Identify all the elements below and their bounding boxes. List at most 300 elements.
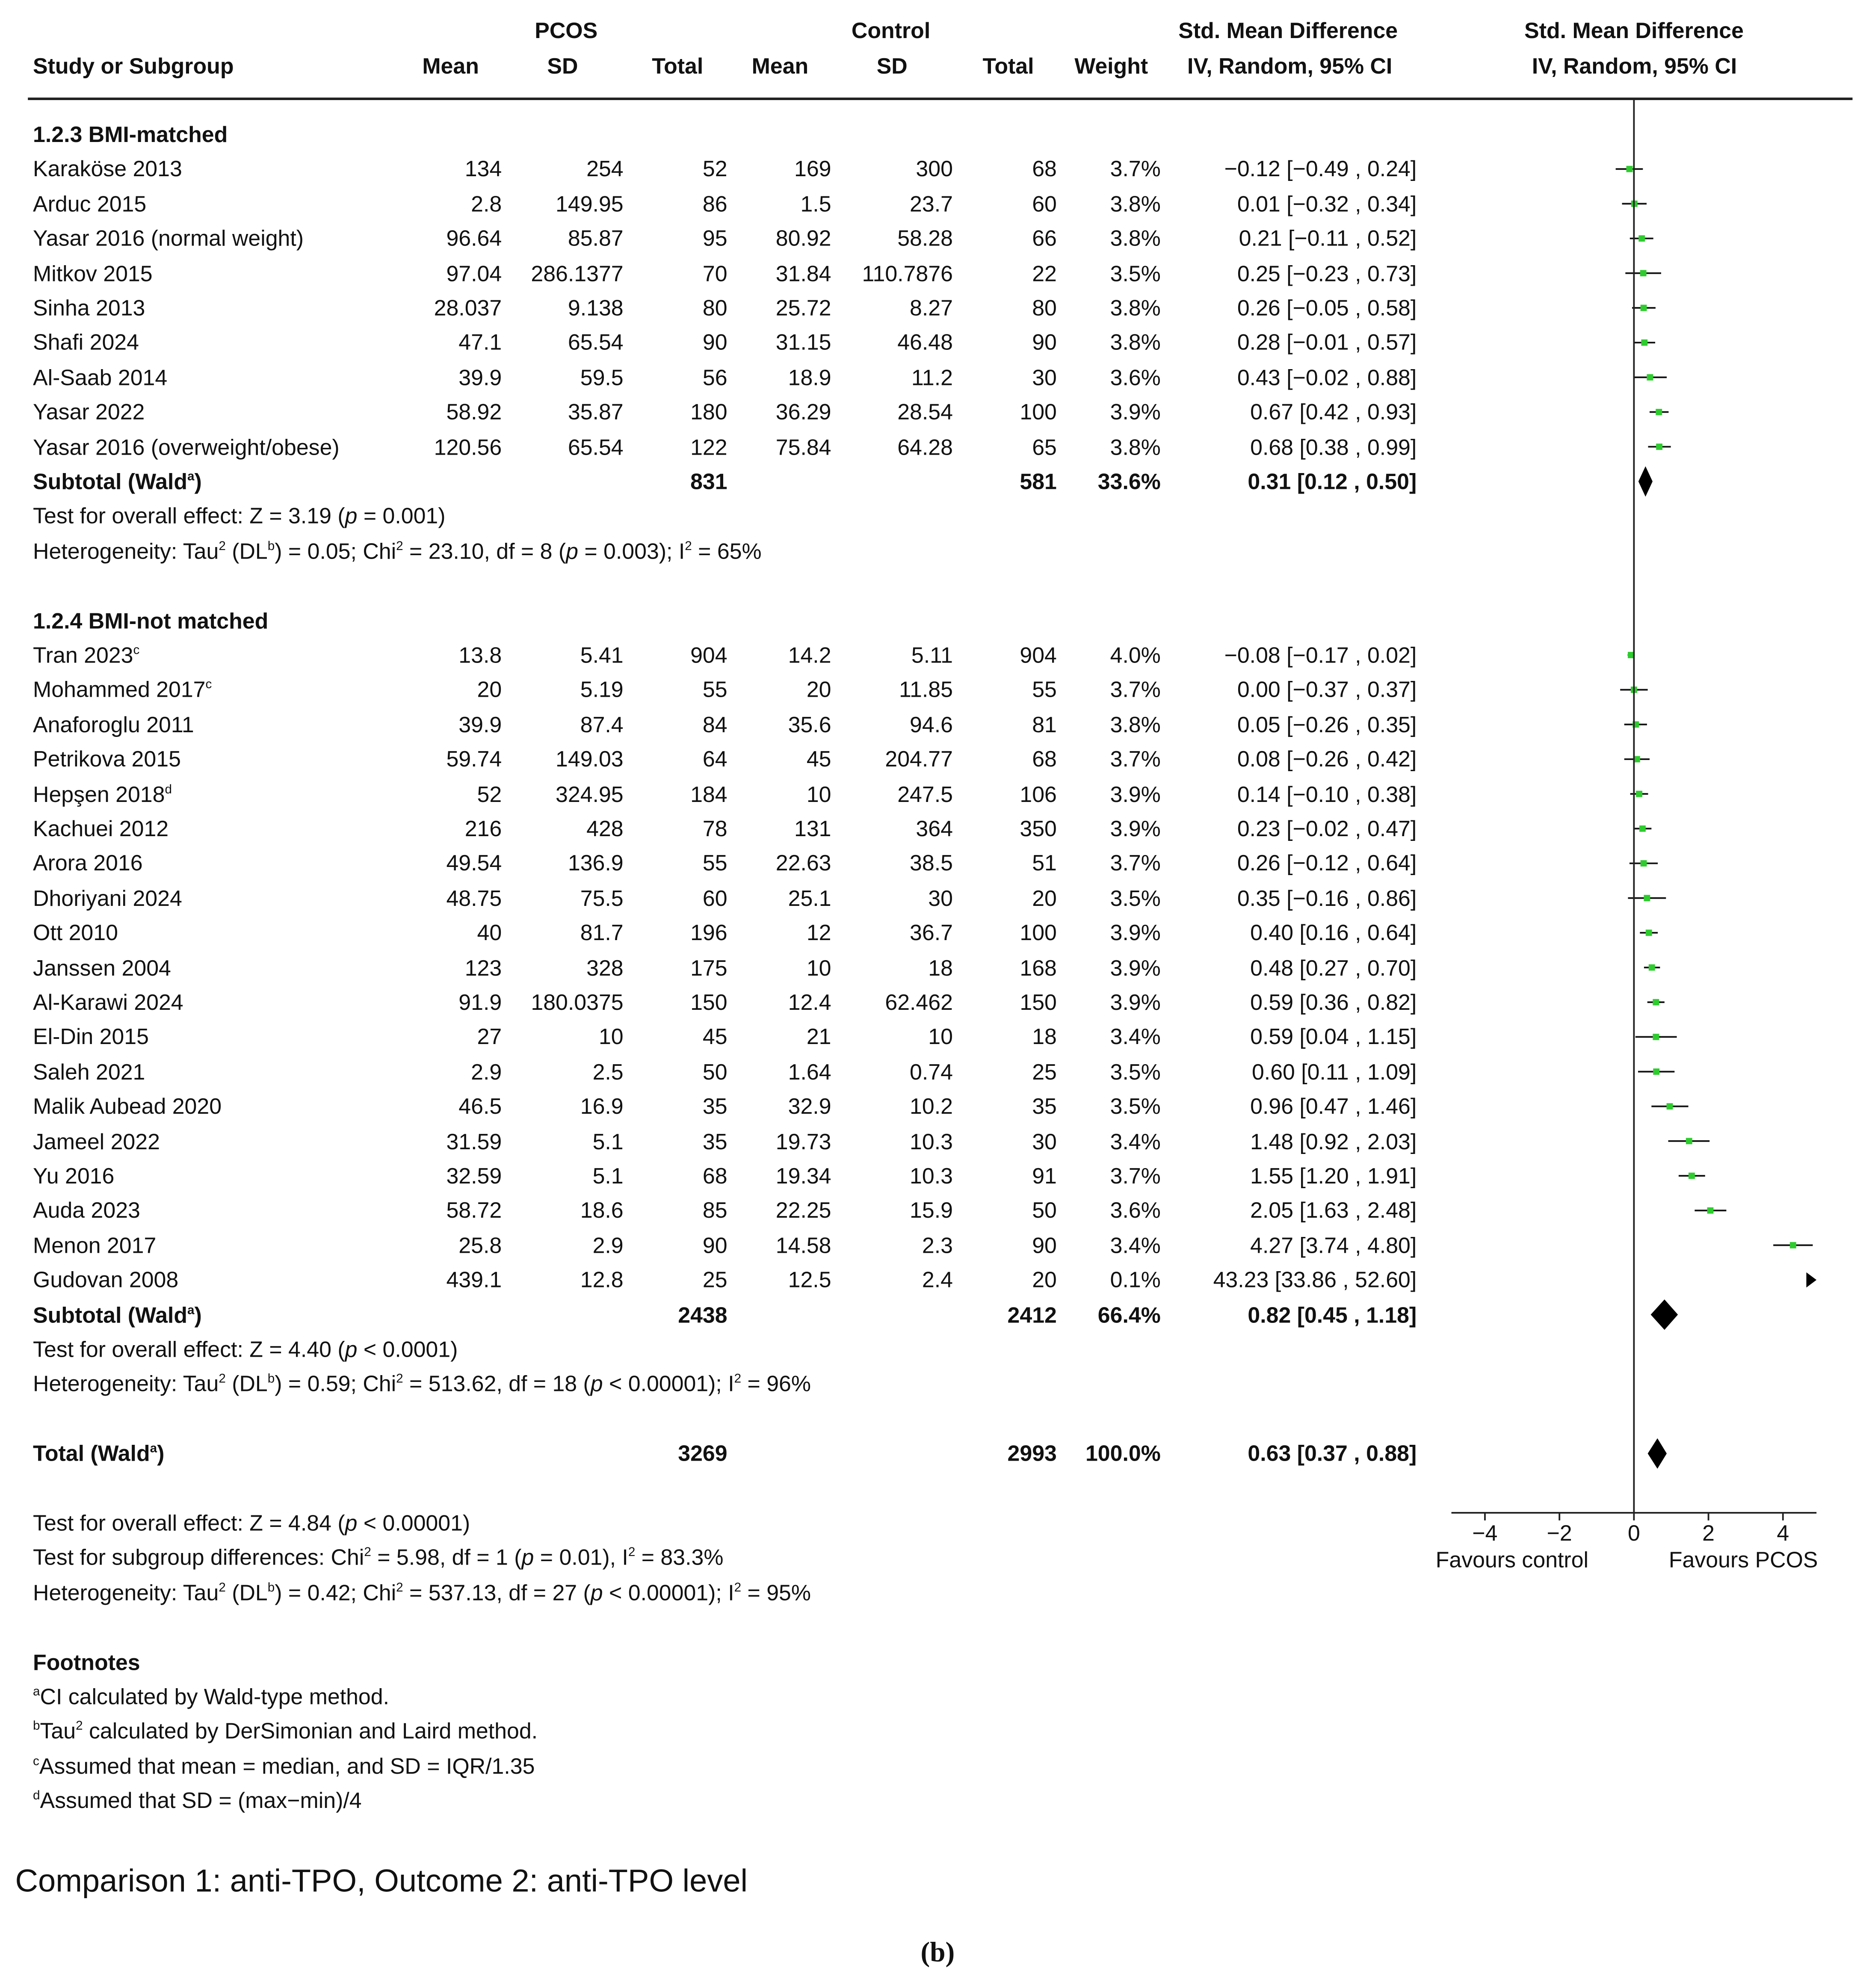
- cell-cm: 19.73: [775, 1128, 831, 1154]
- cell-pn: 52: [702, 156, 727, 182]
- point-estimate: [1640, 270, 1647, 276]
- cell-pm: 2.9: [471, 1059, 502, 1085]
- cell-pm: 216: [464, 816, 502, 841]
- point-estimate: [1627, 166, 1633, 172]
- cell-cm: 14.58: [775, 1232, 831, 1258]
- study-name-text: Tran 2023: [33, 642, 133, 668]
- subgroup-heterogeneity-part: (DL: [225, 538, 268, 564]
- cell-pn: 95: [702, 225, 727, 251]
- study-name-text: Auda 2023: [33, 1198, 140, 1223]
- point-estimate: [1649, 964, 1655, 971]
- summary-label-text: Subtotal (Wald: [33, 469, 188, 494]
- cell-w: 3.7%: [1110, 1163, 1161, 1189]
- cell-cn: 100: [1020, 399, 1057, 425]
- cell-cn: 55: [1032, 677, 1057, 703]
- overall-test-part: < 0.00001): [357, 1510, 470, 1536]
- x-tick-label: 0: [1627, 1520, 1640, 1546]
- cell-w: 3.5%: [1110, 260, 1161, 286]
- cell-csd: 23.7: [910, 191, 953, 216]
- cell-pn: 78: [702, 816, 727, 841]
- cell-cn: 350: [1020, 816, 1057, 841]
- subgroup-heterogeneity-part: ) = 0.59; Chi: [275, 1371, 396, 1397]
- study-name: [33, 433, 340, 461]
- study-name: [33, 953, 171, 981]
- cell-w: 3.8%: [1110, 225, 1161, 251]
- study-footnote-mark: c: [205, 678, 212, 693]
- cell-psd: 428: [586, 816, 624, 841]
- cell-ci: 0.67 [0.42 , 0.93]: [1250, 399, 1417, 425]
- cell-psd: 324.95: [556, 781, 624, 807]
- cell-w: 3.4%: [1110, 1024, 1161, 1050]
- cell-pm: 96.64: [446, 225, 502, 251]
- subgroup-heterogeneity-part: = 513.62, df = 18 (: [403, 1371, 591, 1397]
- cell-cm: 31.84: [775, 260, 831, 286]
- cell-ci: 0.68 [0.38 , 0.99]: [1250, 434, 1417, 460]
- point-estimate: [1707, 1207, 1714, 1214]
- subgroup-differences: [33, 1544, 723, 1571]
- cell-ci: 0.01 [−0.32 , 0.34]: [1237, 191, 1417, 216]
- footnotes-title: Footnotes: [33, 1649, 140, 1674]
- cell-cm: 22.25: [775, 1198, 831, 1223]
- cell-psd: 87.4: [580, 712, 624, 737]
- cell-w: 3.9%: [1110, 955, 1161, 980]
- cell-w: 3.6%: [1110, 364, 1161, 390]
- subgroup-differences-part: p: [521, 1545, 534, 1571]
- header-col-control-mean: Mean: [751, 53, 809, 79]
- cell-psd: 286.1377: [531, 260, 624, 286]
- header-col-pcos-mean: Mean: [422, 53, 479, 79]
- x-tick-label: −4: [1472, 1520, 1498, 1546]
- cell-psd: 65.54: [568, 434, 624, 460]
- cell-csd: 2.3: [922, 1232, 953, 1258]
- summary-footnote-mark: a: [187, 1303, 195, 1318]
- cell-psd: 81.7: [580, 920, 624, 946]
- cell-psd: 254: [586, 156, 624, 182]
- point-estimate: [1689, 1173, 1695, 1179]
- favours-control-label: Favours control: [1435, 1547, 1589, 1573]
- cell-pn: 175: [690, 955, 727, 980]
- subgroup-differences-part: Test for subgroup differences: Chi: [33, 1545, 364, 1571]
- study-name-text: Arora 2016: [33, 850, 143, 876]
- footnote: [33, 1683, 389, 1710]
- study-name: [33, 259, 153, 287]
- subgroup-heterogeneity-part: b: [267, 539, 275, 554]
- study-name-text: Jameel 2022: [33, 1128, 160, 1154]
- cell-psd: 10: [598, 1024, 624, 1050]
- cell-cn: 30: [1032, 364, 1057, 390]
- overall-heterogeneity-part: 2: [734, 1581, 742, 1595]
- summary-label-close: ): [157, 1441, 165, 1466]
- cell-ci: 0.43 [−0.02 , 0.88]: [1237, 364, 1417, 390]
- study-name: [33, 884, 182, 912]
- figure-caption: Comparison 1: anti-TPO, Outcome 2: anti-TPO level: [15, 1864, 748, 1899]
- cell-cm: 18.9: [788, 364, 831, 390]
- subgroup-test-part: = 0.001): [357, 503, 446, 529]
- cell-w: 3.5%: [1110, 1094, 1161, 1119]
- subgroup-heterogeneity: [33, 1370, 811, 1398]
- cell-pn: 90: [702, 1232, 727, 1258]
- cell-pm: 59.74: [446, 746, 502, 772]
- cell-csd: 64.28: [897, 434, 953, 460]
- subgroup-heterogeneity-part: 2: [734, 1373, 742, 1387]
- study-name: [33, 849, 143, 877]
- footnote: [33, 1752, 535, 1780]
- cell-w: 3.7%: [1110, 850, 1161, 876]
- total-diamond: [1648, 1438, 1667, 1469]
- cell-cm: 131: [794, 816, 831, 841]
- subgroup-heterogeneity-part: = 96%: [741, 1371, 811, 1397]
- cell-cm: 12.5: [788, 1267, 831, 1293]
- cell-cn: 90: [1032, 1232, 1057, 1258]
- cell-csd: 15.9: [910, 1198, 953, 1223]
- cell-pm: 439.1: [446, 1267, 502, 1293]
- overall-heterogeneity-part: 2: [396, 1581, 403, 1595]
- cell-cn: 68: [1032, 746, 1057, 772]
- header-smd-title: Std. Mean Difference: [1178, 18, 1398, 43]
- cell-cm: 19.34: [775, 1163, 831, 1189]
- cell-pn: 86: [702, 191, 727, 216]
- cell-psd: 5.41: [580, 642, 624, 668]
- point-estimate: [1653, 1034, 1659, 1040]
- cell-cn: 20: [1032, 1267, 1057, 1293]
- point-estimate: [1641, 860, 1647, 867]
- cell-cm: 25.72: [775, 295, 831, 321]
- overall-heterogeneity-part: 2: [219, 1581, 226, 1595]
- subgroup-heterogeneity-part: (DL: [225, 1371, 268, 1397]
- cell-psd: 180.0375: [531, 989, 624, 1015]
- study-name-text: Yasar 2022: [33, 399, 145, 425]
- overall-heterogeneity-part: < 0.00001); I: [603, 1580, 734, 1605]
- subgroup-differences-part: 2: [364, 1546, 371, 1561]
- cell-ci: 0.28 [−0.01 , 0.57]: [1237, 330, 1417, 355]
- cell-pn: 904: [690, 642, 727, 668]
- footnote-mark: d: [33, 1789, 40, 1804]
- cell-cm: 21: [806, 1024, 831, 1050]
- cell-cn: 90: [1032, 330, 1057, 355]
- cell-cn: 80: [1032, 295, 1057, 321]
- cell-psd: 5.1: [592, 1163, 624, 1189]
- subgroup-heterogeneity-part: < 0.00001); I: [603, 1371, 734, 1397]
- overall-heterogeneity-part: ) = 0.42; Chi: [275, 1580, 396, 1605]
- overall-heterogeneity-part: b: [267, 1581, 275, 1595]
- point-estimate: [1641, 305, 1647, 311]
- cell-psd: 136.9: [568, 850, 624, 876]
- subgroup-heterogeneity-part: 2: [219, 539, 226, 554]
- study-name-text: Anaforoglu 2011: [33, 712, 194, 737]
- cell-w: 0.1%: [1110, 1267, 1161, 1293]
- cell-cn: 25: [1032, 1059, 1057, 1085]
- subgroup-heterogeneity-part: Heterogeneity: Tau: [33, 1371, 219, 1397]
- cell-psd: 75.5: [580, 885, 624, 911]
- study-name-text: Janssen 2004: [33, 955, 171, 980]
- cell-csd: 2.4: [922, 1267, 953, 1293]
- cell-cn: 20: [1032, 885, 1057, 911]
- cell-pm: 91.9: [458, 989, 502, 1015]
- cell-w: 3.9%: [1110, 816, 1161, 841]
- subgroup-differences-part: 2: [628, 1546, 636, 1561]
- study-name-text: Al-Saab 2014: [33, 364, 168, 390]
- cell-pm: 134: [464, 156, 502, 182]
- subgroup-test-part: p: [345, 503, 358, 529]
- study-name: [33, 190, 146, 218]
- footnote-text: Assumed that SD = (max−min)/4: [40, 1788, 362, 1813]
- cell-w: 3.5%: [1110, 1059, 1161, 1085]
- cell-csd: 94.6: [910, 712, 953, 737]
- study-name-text: Al-Karawi 2024: [33, 989, 183, 1015]
- subtotal-diamond: [1651, 1299, 1678, 1330]
- cell-pn: 60: [702, 885, 727, 911]
- cell-cm: 75.84: [775, 434, 831, 460]
- subgroup-test-part: Test for overall effect: Z = 3.19 (: [33, 503, 345, 529]
- header-group-pcos: PCOS: [535, 18, 598, 43]
- cell-ci: 0.59 [0.04 , 1.15]: [1250, 1024, 1417, 1050]
- subgroup-title: 1.2.4 BMI-not matched: [33, 607, 269, 633]
- study-name-text: Hepşen 2018: [33, 781, 165, 807]
- cell-ci: 0.48 [0.27 , 0.70]: [1250, 955, 1417, 980]
- cell-pm: 97.04: [446, 260, 502, 286]
- footnote-text: calculated by DerSimonian and Laird method.: [83, 1719, 538, 1744]
- study-name-text: El-Din 2015: [33, 1024, 149, 1050]
- x-tick-label: −2: [1547, 1520, 1572, 1546]
- cell-ci: 1.55 [1.20 , 1.91]: [1250, 1163, 1417, 1189]
- cell-csd: 38.5: [910, 850, 953, 876]
- cell-psd: 35.87: [568, 399, 624, 425]
- cell-csd: 364: [916, 816, 953, 841]
- cell-psd: 59.5: [580, 364, 624, 390]
- total-w: 100.0%: [1085, 1441, 1161, 1466]
- cell-ci: 0.96 [0.47 , 1.46]: [1250, 1094, 1417, 1119]
- cell-pn: 45: [702, 1024, 727, 1050]
- cell-pn: 196: [690, 920, 727, 946]
- study-name-text: Yasar 2016 (normal weight): [33, 225, 304, 251]
- cell-pn: 85: [702, 1198, 727, 1223]
- study-name-text: Shafi 2024: [33, 330, 139, 355]
- subgroup-test-part: p: [345, 1337, 358, 1362]
- cell-pn: 35: [702, 1128, 727, 1154]
- study-name-text: Yu 2016: [33, 1163, 115, 1189]
- cell-w: 3.7%: [1110, 746, 1161, 772]
- cell-pn: 55: [702, 677, 727, 703]
- study-name-text: Sinha 2013: [33, 295, 145, 321]
- off-scale-arrow: [1807, 1272, 1817, 1288]
- overall-heterogeneity: [33, 1578, 811, 1606]
- study-name: [33, 1092, 222, 1120]
- cell-ci: 0.60 [0.11 , 1.09]: [1251, 1059, 1417, 1085]
- cell-csd: 30: [928, 885, 953, 911]
- cell-cm: 1.64: [788, 1059, 831, 1085]
- panel-label: (b): [920, 1936, 955, 1968]
- total-ci: 0.63 [0.37 , 0.88]: [1248, 1441, 1417, 1466]
- footnote-mark: c: [33, 1754, 39, 1769]
- cell-csd: 5.11: [911, 642, 953, 668]
- cell-csd: 28.54: [897, 399, 953, 425]
- cell-cm: 169: [794, 156, 831, 182]
- cell-ci: 0.26 [−0.12 , 0.64]: [1237, 850, 1417, 876]
- cell-w: 3.8%: [1110, 434, 1161, 460]
- footnote-text: 2: [76, 1720, 83, 1734]
- summary-label-close: ): [194, 1302, 202, 1328]
- header-plot-title: Std. Mean Difference: [1524, 18, 1744, 43]
- subgroup-heterogeneity-part: p: [590, 1371, 603, 1397]
- cell-cm: 36.29: [775, 399, 831, 425]
- cell-pn: 150: [690, 989, 727, 1015]
- footnote-text: CI calculated by Wald-type method.: [40, 1683, 390, 1710]
- cell-pm: 13.8: [458, 642, 502, 668]
- cell-cm: 10: [806, 781, 831, 807]
- header-smd-method: IV, Random, 95% CI: [1187, 53, 1393, 79]
- cell-ci: 0.26 [−0.05 , 0.58]: [1237, 295, 1417, 321]
- cell-w: 3.8%: [1110, 295, 1161, 321]
- header-col-study: Study or Subgroup: [33, 53, 234, 79]
- cell-ci: 0.05 [−0.26 , 0.35]: [1237, 712, 1417, 737]
- cell-csd: 0.74: [910, 1059, 953, 1085]
- cell-ci: 0.40 [0.16 , 0.64]: [1250, 920, 1417, 946]
- subgroup-differences-part: = 5.98, df = 1 (: [371, 1545, 522, 1571]
- subgroup-heterogeneity-part: 2: [219, 1373, 226, 1387]
- cell-ci: 0.00 [−0.37 , 0.37]: [1237, 677, 1417, 703]
- point-estimate: [1653, 999, 1659, 1006]
- study-name: [33, 225, 304, 252]
- cell-cn: 35: [1032, 1094, 1057, 1119]
- overall-heterogeneity-part: = 95%: [741, 1580, 811, 1605]
- cell-cm: 1.5: [800, 191, 831, 216]
- study-name: [33, 1058, 145, 1086]
- cell-ci: −0.08 [−0.17 , 0.02]: [1224, 642, 1417, 668]
- cell-pn: 184: [690, 781, 727, 807]
- subgroup-test-part: < 0.0001): [357, 1337, 458, 1362]
- cell-csd: 247.5: [897, 781, 953, 807]
- summary-label-text: Total (Wald: [33, 1441, 150, 1466]
- subtotal-w: 33.6%: [1097, 469, 1161, 494]
- point-estimate: [1653, 1068, 1659, 1075]
- subtotal-pn: 2438: [678, 1302, 727, 1328]
- cell-cm: 25.1: [788, 885, 831, 911]
- cell-cn: 30: [1032, 1128, 1057, 1154]
- cell-pn: 25: [702, 1267, 727, 1293]
- study-name-text: Mohammed 2017: [33, 677, 206, 703]
- subgroup-heterogeneity-part: = 65%: [692, 538, 762, 564]
- cell-cn: 106: [1020, 781, 1057, 807]
- study-name: [33, 1231, 156, 1259]
- cell-cn: 66: [1032, 225, 1057, 251]
- cell-csd: 10.3: [910, 1128, 953, 1154]
- cell-cn: 60: [1032, 191, 1057, 216]
- cell-pm: 28.037: [434, 295, 502, 321]
- cell-pm: 58.72: [446, 1198, 502, 1223]
- cell-cn: 904: [1020, 642, 1057, 668]
- cell-w: 3.8%: [1110, 330, 1161, 355]
- cell-csd: 110.7876: [862, 260, 953, 286]
- cell-ci: −0.12 [−0.49 , 0.24]: [1224, 156, 1417, 182]
- study-name: [33, 1197, 140, 1225]
- cell-cm: 35.6: [788, 712, 831, 737]
- study-name-text: Arduc 2015: [33, 191, 147, 216]
- study-name: [33, 710, 194, 738]
- cell-csd: 18: [928, 955, 953, 980]
- cell-csd: 300: [916, 156, 953, 182]
- cell-w: 3.9%: [1110, 781, 1161, 807]
- header-rule: [28, 98, 1852, 99]
- cell-cm: 20: [806, 677, 831, 703]
- cell-pm: 27: [477, 1024, 502, 1050]
- study-name-text: Ott 2010: [33, 920, 118, 946]
- study-name-text: Yasar 2016 (overweight/obese): [33, 434, 340, 460]
- cell-cn: 18: [1032, 1024, 1057, 1050]
- study-footnote-mark: c: [133, 644, 140, 658]
- overall-test-part: p: [345, 1510, 358, 1536]
- study-name-text: Dhoriyani 2024: [33, 885, 182, 911]
- study-name-text: Karaköse 2013: [33, 156, 182, 182]
- cell-pm: 52: [477, 781, 502, 807]
- cell-ci: 0.23 [−0.02 , 0.47]: [1237, 816, 1417, 841]
- cell-pn: 80: [702, 295, 727, 321]
- cell-w: 3.8%: [1110, 191, 1161, 216]
- cell-pn: 64: [702, 746, 727, 772]
- subgroup-differences-part: = 0.01), I: [534, 1545, 628, 1571]
- cell-cn: 51: [1032, 850, 1057, 876]
- point-estimate: [1647, 374, 1653, 381]
- subgroup-heterogeneity: [33, 537, 762, 565]
- cell-w: 3.9%: [1110, 920, 1161, 946]
- cell-pm: 39.9: [458, 364, 502, 390]
- subgroup-heterogeneity-part: b: [267, 1373, 275, 1387]
- cell-psd: 16.9: [580, 1094, 624, 1119]
- overall-heterogeneity-part: (DL: [225, 1580, 268, 1605]
- summary-footnote-mark: a: [187, 470, 195, 485]
- study-name: [33, 1162, 114, 1189]
- cell-cn: 100: [1020, 920, 1057, 946]
- study-name-text: Gudovan 2008: [33, 1267, 179, 1293]
- study-name-text: Saleh 2021: [33, 1059, 145, 1085]
- study-name: [33, 1023, 149, 1051]
- cell-pm: 46.5: [458, 1094, 502, 1119]
- cell-w: 4.0%: [1110, 642, 1161, 668]
- cell-psd: 65.54: [568, 330, 624, 355]
- cell-pm: 48.75: [446, 885, 502, 911]
- favours-pcos-label: Favours PCOS: [1668, 1547, 1818, 1573]
- cell-psd: 328: [586, 955, 624, 980]
- cell-ci: 0.59 [0.36 , 0.82]: [1250, 989, 1417, 1015]
- cell-pn: 55: [702, 850, 727, 876]
- cell-csd: 8.27: [910, 295, 953, 321]
- subtotal-diamond: [1638, 466, 1653, 497]
- cell-pm: 58.92: [446, 399, 502, 425]
- cell-pn: 90: [702, 330, 727, 355]
- cell-psd: 149.03: [556, 746, 624, 772]
- cell-cm: 14.2: [788, 642, 831, 668]
- cell-csd: 36.7: [910, 920, 953, 946]
- cell-cn: 168: [1020, 955, 1057, 980]
- footnote: [33, 1717, 538, 1745]
- point-estimate: [1644, 895, 1650, 901]
- cell-psd: 5.1: [592, 1128, 624, 1154]
- cell-cn: 65: [1032, 434, 1057, 460]
- x-tick-label: 4: [1777, 1520, 1789, 1546]
- cell-cm: 80.92: [775, 225, 831, 251]
- cell-ci: 0.14 [−0.10 , 0.38]: [1237, 781, 1417, 807]
- point-estimate: [1667, 1103, 1673, 1109]
- summary-footnote-mark: a: [150, 1442, 157, 1456]
- cell-psd: 2.9: [592, 1232, 624, 1258]
- header-col-control-sd: SD: [876, 53, 908, 79]
- study-name: [33, 745, 181, 773]
- subgroup-heterogeneity-part: 2: [396, 539, 403, 554]
- subgroup-heterogeneity-part: Heterogeneity: Tau: [33, 538, 219, 564]
- point-estimate: [1636, 791, 1642, 797]
- cell-cn: 81: [1032, 712, 1057, 737]
- cell-psd: 85.87: [568, 225, 624, 251]
- header-col-control-total: Total: [982, 53, 1034, 79]
